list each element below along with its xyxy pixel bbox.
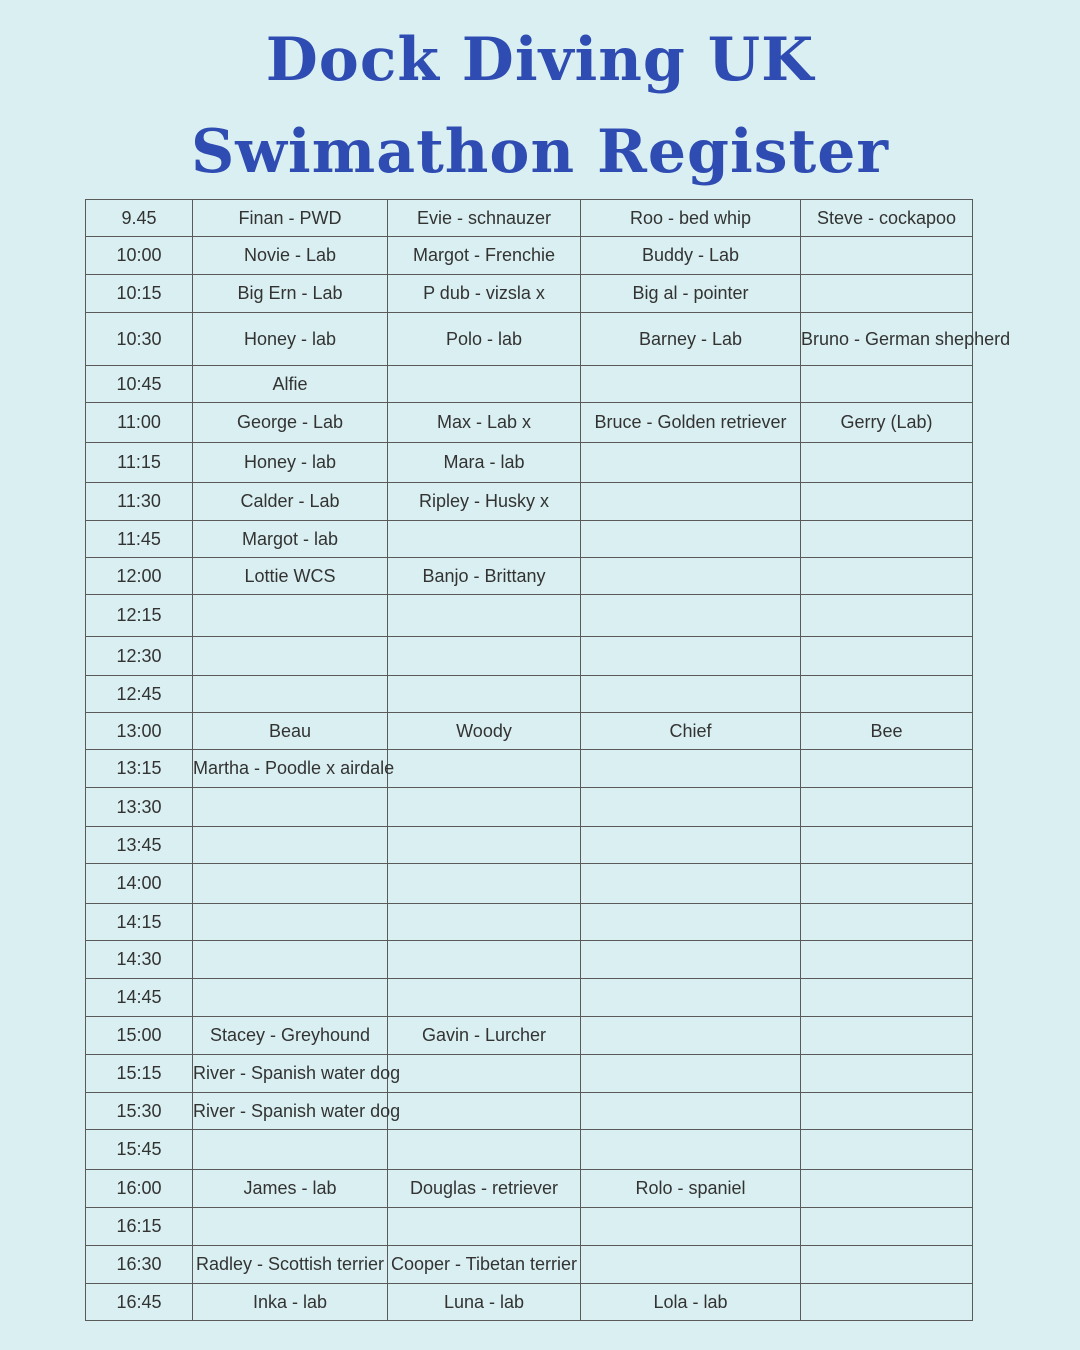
table-row	[86, 443, 973, 483]
dog-entry-cell	[581, 979, 801, 1017]
table-row	[86, 827, 973, 864]
dog-entry-cell: Rolo - spaniel	[581, 1170, 801, 1208]
table-row	[86, 1130, 973, 1170]
register-body	[86, 200, 1011, 1321]
time-slot: 10:45	[86, 366, 193, 403]
dog-entry-cell	[801, 483, 973, 521]
dog-entry-cell	[581, 1055, 801, 1093]
dog-entry-cell: Max - Lab x	[388, 403, 581, 443]
dog-entry-cell	[801, 637, 973, 676]
dog-entry-cell	[193, 1130, 388, 1170]
dog-entry-cell	[801, 1246, 973, 1284]
dog-entry-cell	[581, 521, 801, 558]
table-row	[86, 1208, 973, 1246]
time-slot: 16:30	[86, 1246, 193, 1284]
dog-entry-cell: Ripley - Husky x	[388, 483, 581, 521]
time-slot: 10:30	[86, 313, 193, 366]
time-slot: 12:00	[86, 558, 193, 595]
dog-entry-cell	[801, 275, 973, 313]
dog-entry-cell: Woody	[388, 713, 581, 750]
dog-entry-cell	[801, 521, 973, 558]
dog-entry-cell	[581, 941, 801, 979]
table-row	[86, 1093, 973, 1130]
dog-entry-cell: Chief	[581, 713, 801, 750]
time-slot: 10:15	[86, 275, 193, 313]
time-slot: 11:45	[86, 521, 193, 558]
dog-entry-cell: Stacey - Greyhound	[193, 1017, 388, 1055]
dog-entry-cell: Steve - cockapoo	[801, 200, 973, 237]
dog-entry-cell	[581, 483, 801, 521]
dog-entry-cell: Bruce - Golden retriever	[581, 403, 801, 443]
time-slot: 13:00	[86, 713, 193, 750]
dog-entry-cell	[193, 595, 388, 637]
time-slot: 9.45	[86, 200, 193, 237]
table-row	[86, 521, 973, 558]
dog-entry-cell	[581, 750, 801, 788]
dog-entry-cell: Alfie	[193, 366, 388, 403]
dog-entry-cell: Banjo - Brittany	[388, 558, 581, 595]
time-slot: 13:30	[86, 788, 193, 827]
dog-entry-cell: Bee	[801, 713, 973, 750]
dog-entry-cell	[581, 1246, 801, 1284]
dog-entry-cell	[388, 864, 581, 904]
dog-entry-cell	[801, 1284, 973, 1321]
dog-entry-cell	[388, 637, 581, 676]
dog-entry-cell	[581, 1130, 801, 1170]
time-slot: 11:15	[86, 443, 193, 483]
dog-entry-cell: Margot - Frenchie	[388, 237, 581, 275]
dog-entry-cell	[801, 788, 973, 827]
dog-entry-cell	[388, 827, 581, 864]
dog-entry-cell	[581, 366, 801, 403]
table-row	[86, 1017, 973, 1055]
dog-entry-cell: Margot - lab	[193, 521, 388, 558]
dog-entry-cell: Gerry (Lab)	[801, 403, 973, 443]
dog-entry-cell	[801, 1093, 973, 1130]
dog-entry-cell	[801, 558, 973, 595]
table-row	[86, 275, 973, 313]
time-slot: 14:30	[86, 941, 193, 979]
dog-entry-cell: George - Lab	[193, 403, 388, 443]
dog-entry-cell: River - Spanish water dog	[193, 1093, 388, 1130]
dog-entry-cell	[801, 979, 973, 1017]
table-row	[86, 1055, 973, 1093]
table-row	[86, 403, 973, 443]
dog-entry-cell: Cooper - Tibetan terrier	[388, 1246, 581, 1284]
dog-entry-cell: Calder - Lab	[193, 483, 388, 521]
time-slot: 13:15	[86, 750, 193, 788]
time-slot: 16:15	[86, 1208, 193, 1246]
time-slot: 16:45	[86, 1284, 193, 1321]
table-row	[86, 979, 973, 1017]
dog-entry-cell	[801, 676, 973, 713]
dog-entry-cell	[801, 1130, 973, 1170]
table-row	[86, 237, 973, 275]
dog-entry-cell: Lola - lab	[581, 1284, 801, 1321]
table-row	[86, 558, 973, 595]
dog-entry-cell	[801, 1170, 973, 1208]
dog-entry-cell: Mara - lab	[388, 443, 581, 483]
time-slot: 11:00	[86, 403, 193, 443]
table-row	[86, 483, 973, 521]
dog-entry-cell: Lottie WCS	[193, 558, 388, 595]
time-slot: 15:30	[86, 1093, 193, 1130]
dog-entry-cell	[193, 979, 388, 1017]
dog-entry-cell: Honey - lab	[193, 443, 388, 483]
dog-entry-cell	[581, 637, 801, 676]
dog-entry-cell: James - lab	[193, 1170, 388, 1208]
dog-entry-cell	[801, 1055, 973, 1093]
dog-entry-cell: Radley - Scottish terrier	[193, 1246, 388, 1284]
dog-entry-cell	[801, 1208, 973, 1246]
dog-entry-cell	[801, 1017, 973, 1055]
dog-entry-cell	[801, 443, 973, 483]
dog-entry-cell	[801, 864, 973, 904]
dog-entry-cell: Buddy - Lab	[581, 237, 801, 275]
dog-entry-cell	[581, 676, 801, 713]
table-row	[86, 788, 973, 827]
dog-entry-cell	[801, 237, 973, 275]
table-row	[86, 366, 973, 403]
table-row	[86, 1284, 973, 1321]
dog-entry-cell: Evie - schnauzer	[388, 200, 581, 237]
dog-entry-cell	[581, 904, 801, 941]
table-row	[86, 313, 973, 366]
dog-entry-cell: Big Ern - Lab	[193, 275, 388, 313]
dog-entry-cell: Inka - lab	[193, 1284, 388, 1321]
table-row	[86, 864, 973, 904]
dog-entry-cell	[801, 941, 973, 979]
table-row	[86, 1170, 973, 1208]
dog-entry-cell	[581, 1017, 801, 1055]
register-table	[85, 199, 1011, 1321]
dog-entry-cell: Bruno - German shepherd	[801, 313, 973, 366]
time-slot: 16:00	[86, 1170, 193, 1208]
page-title: Dock Diving UK	[265, 25, 815, 95]
dog-entry-cell	[388, 521, 581, 558]
dog-entry-cell: Finan - PWD	[193, 200, 388, 237]
dog-entry-cell	[388, 979, 581, 1017]
dog-entry-cell: Roo - bed whip	[581, 200, 801, 237]
time-slot: 15:45	[86, 1130, 193, 1170]
dog-entry-cell	[193, 864, 388, 904]
time-slot: 12:30	[86, 637, 193, 676]
dog-entry-cell	[193, 1208, 388, 1246]
table-row	[86, 676, 973, 713]
dog-entry-cell	[193, 941, 388, 979]
dog-entry-cell	[581, 864, 801, 904]
time-slot: 14:15	[86, 904, 193, 941]
dog-entry-cell	[193, 788, 388, 827]
time-slot: 12:45	[86, 676, 193, 713]
dog-entry-cell: Douglas - retriever	[388, 1170, 581, 1208]
time-slot: 12:15	[86, 595, 193, 637]
time-slot: 13:45	[86, 827, 193, 864]
dog-entry-cell	[581, 595, 801, 637]
dog-entry-cell: Gavin - Lurcher	[388, 1017, 581, 1055]
time-slot: 15:15	[86, 1055, 193, 1093]
dog-entry-cell	[388, 904, 581, 941]
dog-entry-cell: Big al - pointer	[581, 275, 801, 313]
dog-entry-cell	[581, 1093, 801, 1130]
dog-entry-cell	[581, 1208, 801, 1246]
dog-entry-cell: Martha - Poodle x airdale	[193, 750, 388, 788]
dog-entry-cell	[388, 1130, 581, 1170]
dog-entry-cell	[801, 827, 973, 864]
dog-entry-cell	[388, 941, 581, 979]
time-slot: 14:00	[86, 864, 193, 904]
dog-entry-cell	[581, 827, 801, 864]
time-slot: 14:45	[86, 979, 193, 1017]
dog-entry-cell	[193, 676, 388, 713]
dog-entry-cell: Barney - Lab	[581, 313, 801, 366]
table-row	[86, 1246, 973, 1284]
table-row	[86, 750, 973, 788]
dog-entry-cell	[801, 750, 973, 788]
dog-entry-cell: Novie - Lab	[193, 237, 388, 275]
time-slot: 15:00	[86, 1017, 193, 1055]
table-row	[86, 904, 973, 941]
table-row	[86, 713, 973, 750]
dog-entry-cell	[388, 1055, 581, 1093]
dog-entry-cell	[388, 366, 581, 403]
dog-entry-cell	[581, 443, 801, 483]
dog-entry-cell	[193, 827, 388, 864]
dog-entry-cell	[388, 750, 581, 788]
dog-entry-cell	[581, 558, 801, 595]
dog-entry-cell	[801, 366, 973, 403]
dog-entry-cell	[388, 595, 581, 637]
dog-entry-cell: Honey - lab	[193, 313, 388, 366]
dog-entry-cell	[388, 676, 581, 713]
dog-entry-cell	[193, 637, 388, 676]
dog-entry-cell: Luna - lab	[388, 1284, 581, 1321]
dog-entry-cell	[388, 788, 581, 827]
table-row	[86, 200, 973, 237]
dog-entry-cell	[801, 595, 973, 637]
dog-entry-cell	[581, 788, 801, 827]
dog-entry-cell: Polo - lab	[388, 313, 581, 366]
time-slot: 10:00	[86, 237, 193, 275]
dog-entry-cell	[801, 904, 973, 941]
page-subtitle: Swimathon Register	[190, 117, 890, 187]
dog-entry-cell: Beau	[193, 713, 388, 750]
dog-entry-cell	[388, 1093, 581, 1130]
dog-entry-cell: P dub - vizsla x	[388, 275, 581, 313]
table-row	[86, 595, 973, 637]
dog-entry-cell: River - Spanish water dog	[193, 1055, 388, 1093]
table-row	[86, 637, 973, 676]
table-row	[86, 941, 973, 979]
time-slot: 11:30	[86, 483, 193, 521]
dog-entry-cell	[193, 904, 388, 941]
dog-entry-cell	[388, 1208, 581, 1246]
